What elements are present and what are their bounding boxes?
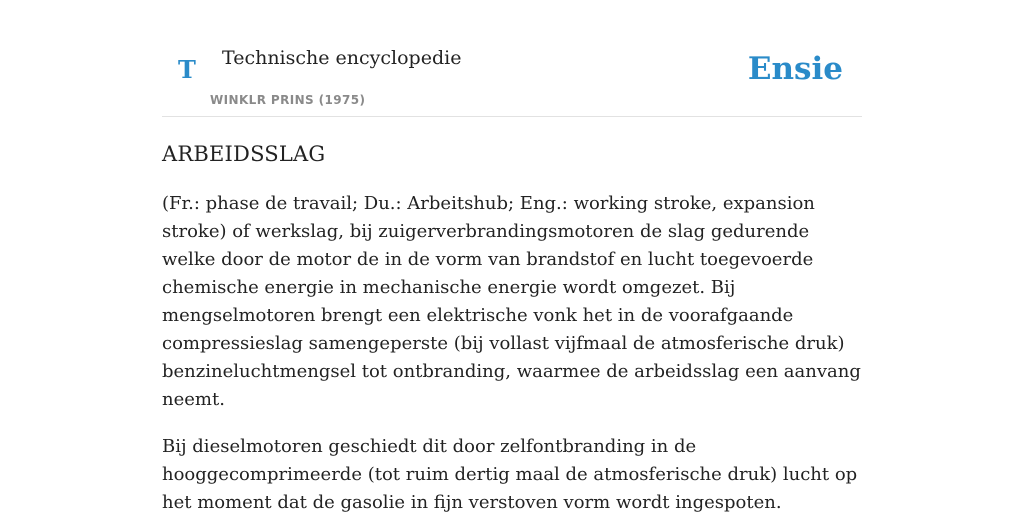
ensie-logo[interactable]: Ensie	[747, 51, 843, 87]
book-header	[162, 0, 862, 117]
book-title-link[interactable]: Technische encyclopedie	[222, 47, 462, 69]
article	[162, 138, 862, 512]
book-logo-icon[interactable]: T	[178, 55, 196, 84]
article-paragraph: (Fr.: phase de travail; Du.: Arbeitshub; Eng.: working stroke, expansion stroke) of werkslag, bij zuigerverbrandingsmotoren de slag gedurende welke door de motor de in de vorm van brandstof en lucht toegevoerde chemische energie in mechanische energie wordt omgezet. Bij mengselmotoren brengt een elektrische vonk het in de voorafgaande compressieslag samengeperste (bij vollast vijfmaal de atmosferische druk) benzineluchtmengsel tot ontbranding, waarmee de arbeidsslag een aanvang neemt.	[162, 193, 861, 410]
entry-title: ARBEIDSSLAG	[162, 142, 326, 166]
book-subtitle: WINKLR PRINS (1975)	[210, 93, 366, 107]
article-paragraph: Bij dieselmotoren geschiedt dit door zelfontbranding in de hooggecomprimeerde (tot ruim dertig maal de atmosferische druk) lucht op het moment dat de gasolie in fijn verstoven vorm wordt ingespoten.	[162, 436, 858, 512]
